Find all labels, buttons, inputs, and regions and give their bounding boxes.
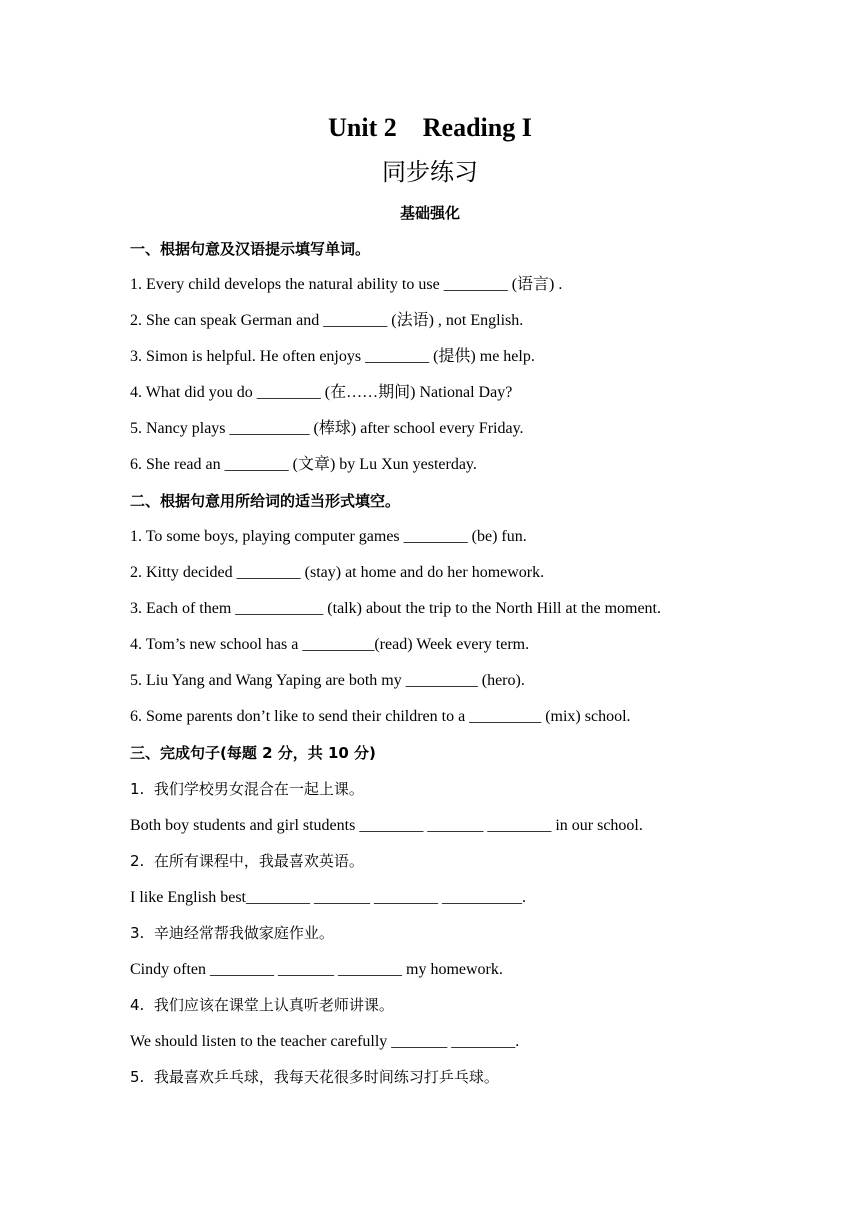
part1-item-3: 3. Simon is helpful. He often enjoys ________ (提供) me help. <box>130 348 535 365</box>
part1-item-6: 6. She read an ________ (文章) by Lu Xun yesterday. <box>130 456 477 473</box>
part3-item-2-cn: 2. 在所有课程中，我最喜欢英语。 <box>130 852 364 870</box>
part3-item-1-cn: 1. 我们学校男女混合在一起上课。 <box>130 780 364 798</box>
part2-heading: 二、根据句意用所给词的适当形式填空。 <box>130 492 401 510</box>
part2-item-6: 6. Some parents don’t like to send their children to a _________ (mix) school. <box>130 708 631 725</box>
page-title: Unit 2 Reading I <box>328 113 532 142</box>
part3-item-5-cn: 5. 我最喜欢乒乓球，我每天花很多时间练习打乒乓球。 <box>130 1068 499 1086</box>
part3-item-3-en: Cindy often ________ _______ ________ my homework. <box>130 961 503 978</box>
part2-item-5: 5. Liu Yang and Wang Yaping are both my _________ (hero). <box>130 672 525 689</box>
part2-item-3: 3. Each of them ___________ (talk) about the trip to the North Hill at the moment. <box>130 600 661 617</box>
part1-heading: 一、根据句意及汉语提示填写单词。 <box>130 240 371 258</box>
part2-item-1: 1. To some boys, playing computer games ________ (be) fun. <box>130 528 527 545</box>
part3-item-1-en: Both boy students and girl students ________ _______ ________ in our school. <box>130 817 643 834</box>
part3-item-3-cn: 3. 辛迪经常帮我做家庭作业。 <box>130 924 334 942</box>
part3-item-2-en: I like English best________ _______ ________ __________. <box>130 889 526 906</box>
part2-item-4: 4. Tom’s new school has a _________(read) Week every term. <box>130 636 530 653</box>
part2-item-2: 2. Kitty decided ________ (stay) at home and do her homework. <box>130 564 545 581</box>
part1-item-1: 1. Every child develops the natural ability to use ________ (语言) . <box>130 276 563 293</box>
part1-item-4: 4. What did you do ________ (在……期间) National Day? <box>130 384 513 401</box>
part1-item-2: 2. She can speak German and ________ (法语) , not English. <box>130 312 524 329</box>
section-heading: 基础强化 <box>399 204 460 222</box>
part3-item-4-en: We should listen to the teacher carefully _______ ________. <box>130 1033 520 1050</box>
part1-item-5: 5. Nancy plays __________ (棒球) after school every Friday. <box>130 420 524 437</box>
part3-item-4-cn: 4. 我们应该在课堂上认真听老师讲课。 <box>130 996 394 1014</box>
part3-heading: 三、完成句子(每题 2 分，共 10 分) <box>130 744 376 762</box>
page-subtitle: 同步练习 <box>382 158 478 186</box>
